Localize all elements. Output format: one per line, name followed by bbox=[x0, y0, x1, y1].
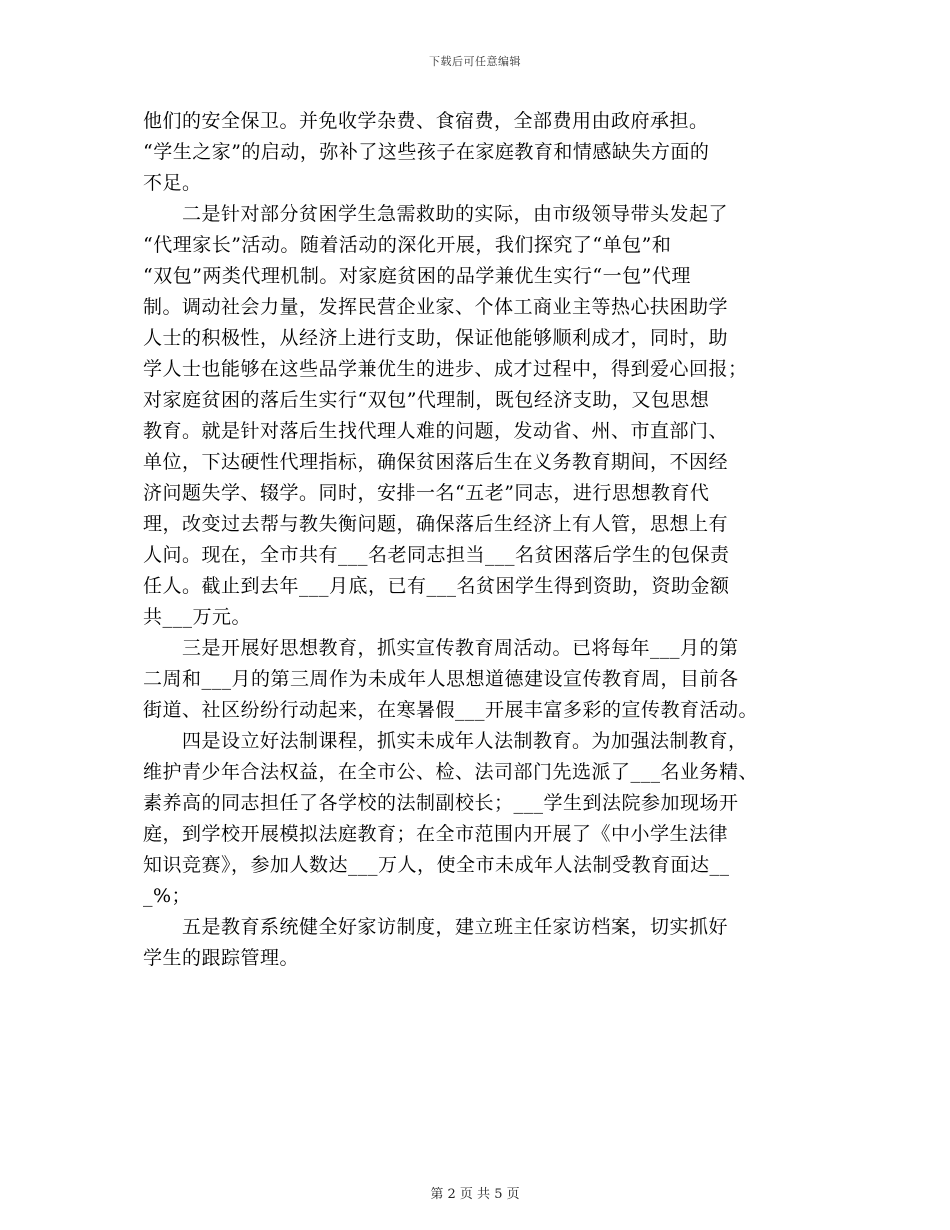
document-body bbox=[143, 106, 808, 974]
text-line: 学人士也能够在这些品学兼优生的进步、成才过程中，得到爱心回报； bbox=[143, 358, 748, 380]
text-line: 庭，到学校开展模拟法庭教育；在全市范围内开展了《中小学生法律 bbox=[143, 823, 729, 845]
text-line: “双包”两类代理机制。对家庭贫困的品学兼优生实行“一包”代理 bbox=[143, 265, 691, 287]
text-line: 二是针对部分贫困学生急需救助的实际，由市级领导带头发起了 bbox=[143, 203, 729, 225]
text-line: 不足。 bbox=[143, 172, 202, 194]
text-line: 他们的安全保卫。并免收学杂费、食宿费，全部费用由政府承担。 bbox=[143, 110, 709, 132]
text-line: 五是教育系统健全好家访制度，建立班主任家访档案，切实抓好 bbox=[143, 916, 729, 938]
text-line: 济问题失学、辍学。同时，安排一名“五老”同志，进行思想教育代 bbox=[143, 482, 710, 504]
text-line: 对家庭贫困的落后生实行“双包”代理制，既包经济支助，又包思想 bbox=[143, 389, 710, 411]
text-line: 维护青少年合法权益，在全市公、检、法司部门先选派了___名业务精、 bbox=[143, 761, 759, 783]
text-line: _%； bbox=[143, 885, 192, 907]
text-line: 理，改变过去帮与教失衡问题，确保落后生经济上有人管，思想上有 bbox=[143, 513, 729, 535]
text-line: 人士的积极性，从经济上进行支助，保证他能够顺利成才，同时，助 bbox=[143, 327, 729, 349]
page-header: 下载后可任意编辑 bbox=[429, 55, 521, 68]
text-line: 四是设立好法制课程，抓实未成年人法制教育。为加强法制教育， bbox=[143, 730, 748, 752]
text-line: 共___万元。 bbox=[143, 606, 252, 628]
text-line: 街道、社区纷纷行动起来，在寒暑假___开展丰富多彩的宣传教育活动。 bbox=[143, 699, 759, 721]
text-line: “学生之家”的启动，弥补了这些孩子在家庭教育和情感缺失方面的 bbox=[143, 141, 710, 163]
text-line: 学生的跟踪管理。 bbox=[143, 947, 300, 969]
text-line: 素养高的同志担任了各学校的法制副校长；___学生到法院参加现场开 bbox=[143, 792, 739, 814]
text-line: 任人。截止到去年___月底，已有___名贫困学生得到资助，资助金额 bbox=[143, 575, 730, 597]
page-number-footer: 第 2 页 共 5 页 bbox=[430, 1187, 520, 1202]
text-line: 三是开展好思想教育，抓实宣传教育周活动。已将每年___月的第 bbox=[143, 637, 739, 659]
text-line: 单位，下达硬性代理指标，确保贫困落后生在义务教育期间，不因经 bbox=[143, 451, 729, 473]
text-line: 制。调动社会力量，发挥民营企业家、个体工商业主等热心扶困助学 bbox=[143, 296, 729, 318]
text-line: 人问。现在，全市共有___名老同志担当___名贫困落后学生的包保责 bbox=[143, 544, 730, 566]
text-line: “代理家长”活动。随着活动的深化开展，我们探究了“单包”和 bbox=[143, 234, 672, 256]
text-line: 教育。就是针对落后生找代理人难的问题，发动省、州、市直部门、 bbox=[143, 420, 729, 442]
text-line: 知识竞赛》，参加人数达___万人，使全市未成年人法制受教育面达__ bbox=[143, 854, 730, 876]
text-line: 二周和___月的第三周作为未成年人思想道德建设宣传教育周，目前各 bbox=[143, 668, 739, 690]
